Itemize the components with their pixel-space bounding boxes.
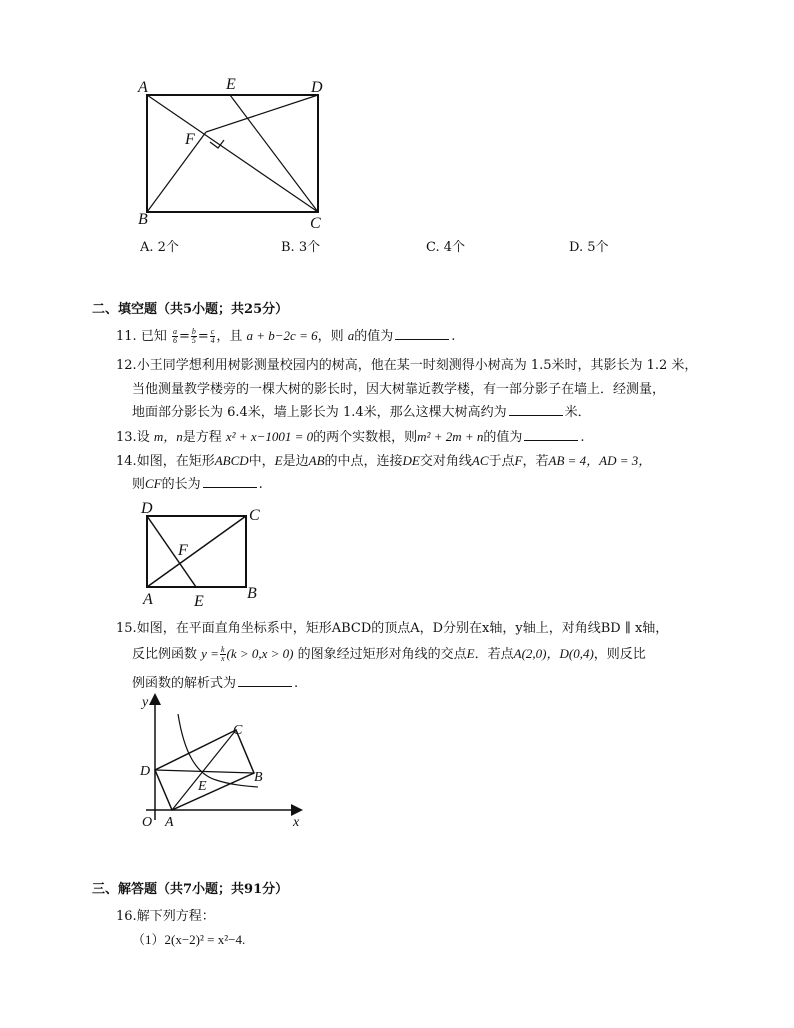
figure-coordinate-plane	[136, 692, 312, 836]
line-ce	[230, 95, 318, 212]
q15-line-1	[116, 617, 668, 636]
q14-t5: 交对角线	[419, 454, 472, 469]
q13-mid2: 的两个实数根，则	[313, 430, 418, 445]
q15-label-e: E	[198, 779, 207, 794]
q15-label-y: y	[142, 695, 149, 710]
q14-ab: AB	[308, 453, 325, 468]
section-2-title: 二、填空题（共5小题；共25分）	[92, 302, 289, 317]
q11-answer-blank[interactable]	[395, 327, 449, 340]
q14-t2: 中，	[248, 454, 275, 469]
option-c: C. 4个	[426, 240, 466, 255]
q14-label-c: C	[249, 507, 260, 524]
question-13	[116, 426, 585, 445]
option-b: B. 3个	[281, 240, 321, 255]
q14-number: 14.	[116, 454, 137, 469]
q12-line-2: 当他测量教学楼旁的一棵大树的影长时，因大树靠近教学楼，有一部分影子在墙上．经测量，	[132, 382, 666, 397]
q11-end: .	[451, 329, 456, 344]
figure-rectangle-abcd	[130, 72, 330, 232]
q14-t6: 于点	[488, 454, 515, 469]
q13-equation: x² + x−1001 = 0	[225, 429, 314, 444]
q15-e: E	[466, 646, 475, 661]
q14-end: .	[258, 477, 263, 492]
q15-diagonal-ac	[172, 730, 236, 810]
label-d: D	[311, 79, 323, 96]
q15-end: .	[294, 676, 299, 691]
q12-line-1	[116, 354, 697, 373]
q15-label-c: C	[233, 723, 243, 738]
q16-text: 解下列方程：	[136, 909, 215, 924]
q15-t4: ，则反比	[593, 647, 646, 662]
q11-frac-a: $\frac{a}{6}$	[172, 327, 177, 345]
q11-equation: a + b−2c = 6	[246, 328, 318, 343]
question-11: 11. 已知 $\frac{a}{6}$ = $\frac{b}{5}$ = $\frac{c}{4}$ ，且 a + b−2c = 6，则 a的值为 .	[116, 327, 456, 345]
line-fd	[206, 95, 318, 132]
line-bf	[147, 132, 206, 212]
q14-line-de	[147, 516, 196, 587]
q14-t9: 的长为	[161, 477, 201, 492]
q15-frac: $\frac{k}{x}$	[220, 645, 225, 663]
q11-pre: 已知	[140, 329, 167, 344]
q15-label-x: x	[293, 815, 300, 830]
q14-t1: 如图，在矩形	[136, 454, 215, 469]
figure-rectangle-q14	[136, 498, 276, 610]
q15-points: A(2,0)，D(0,4)	[513, 646, 594, 661]
q11-tail: 的值为	[354, 329, 394, 344]
q15-line-2	[132, 643, 646, 663]
q12-answer-blank[interactable]	[509, 403, 563, 416]
q15-answer-blank[interactable]	[238, 674, 292, 687]
q14-label-e: E	[194, 593, 204, 610]
q11-number: 11.	[116, 329, 137, 344]
label-c: C	[310, 215, 321, 232]
q14-t3: 是边	[282, 454, 309, 469]
label-f: F	[185, 131, 195, 148]
q14-f: F	[514, 453, 523, 468]
q13-number: 13.	[116, 430, 137, 445]
q15-text-1: 如图，在平面直角坐标系中，矩形ABCD的顶点A，D分别在x轴，y轴上，对角线BD ∥ x轴，	[136, 621, 669, 636]
q15-diagonal-bd	[155, 770, 254, 773]
label-a: A	[138, 79, 148, 96]
q14-t7: ，若	[522, 454, 549, 469]
q15-t5: 例函数的解析式为	[132, 676, 237, 691]
question-16	[116, 905, 215, 924]
q14-t4: 的中点，连接	[324, 454, 403, 469]
q14-e: E	[274, 453, 283, 468]
q14-diagonal-ac	[147, 516, 246, 587]
q13-mid: 是方程	[182, 430, 222, 445]
q11-frac-b: $\frac{b}{5}$	[191, 327, 196, 345]
q11-frac-c: $\frac{c}{4}$	[210, 327, 215, 345]
q14-cf: CF	[145, 476, 162, 491]
q12-text-3-end: 米．	[564, 405, 591, 420]
option-d: D. 5个	[569, 240, 609, 255]
q13-vars: m，n	[153, 429, 183, 444]
q14-label-f: F	[178, 542, 188, 559]
q14-line-2	[132, 473, 263, 492]
q15-t2: 的图象经过矩形对角线的交点	[297, 647, 467, 662]
q15-line-3	[132, 672, 298, 691]
q12-text-3: 地面部分影长为 6.4米，墙上影长为 1.4米，那么这棵大树高约为	[132, 405, 507, 420]
q14-label-b: B	[247, 585, 257, 602]
q15-label-a: A	[165, 815, 174, 830]
q14-de: DE	[402, 453, 420, 468]
q14-t8: 则	[132, 477, 146, 492]
q16-subquestion-1: （1）2(x−2)² = x²−4.	[132, 932, 246, 947]
q14-label-d: D	[141, 500, 153, 517]
q16-number: 16.	[116, 909, 137, 924]
diagonal-ac	[147, 95, 318, 212]
q13-end: .	[580, 430, 585, 445]
label-e: E	[226, 76, 236, 93]
q12-line-3	[132, 401, 591, 420]
q14-line-1	[116, 450, 651, 469]
q15-number: 15.	[116, 621, 137, 636]
q11-post: ，则	[317, 329, 344, 344]
q15-func: y =	[201, 646, 219, 661]
q11-mid: ，且	[216, 329, 243, 344]
q14-answer-blank[interactable]	[203, 475, 257, 488]
q15-label-o: O	[142, 815, 153, 830]
q14-rect: ABCD	[214, 453, 249, 468]
q14-cond: AB = 4，AD = 3，	[548, 453, 652, 468]
q13-tail: 的值为	[483, 430, 523, 445]
q14-label-a: A	[143, 591, 153, 608]
q13-pre: 设	[136, 430, 150, 445]
q15-label-d: D	[140, 764, 151, 779]
section-3-title: 三、解答题（共7小题；共91分）	[92, 882, 289, 897]
q14-ac: AC	[471, 453, 489, 468]
label-b: B	[138, 211, 148, 228]
q15-t3: ．若点	[474, 647, 514, 662]
option-a: A. 2个	[140, 240, 179, 255]
q13-answer-blank[interactable]	[524, 428, 578, 441]
q15-t1: 反比例函数	[132, 647, 198, 662]
q12-number: 12.	[116, 358, 137, 373]
q13-expression: m² + 2m + n	[417, 429, 484, 444]
q15-label-b: B	[254, 770, 263, 785]
q11-var: a	[347, 328, 355, 343]
q12-text-1: 小王同学想利用树影测量校园内的树高，他在某一时刻测得小树高为 1.5米时，其影长为 1.2 米，	[136, 358, 698, 373]
q15-cond: (k > 0,x > 0)	[226, 646, 294, 661]
